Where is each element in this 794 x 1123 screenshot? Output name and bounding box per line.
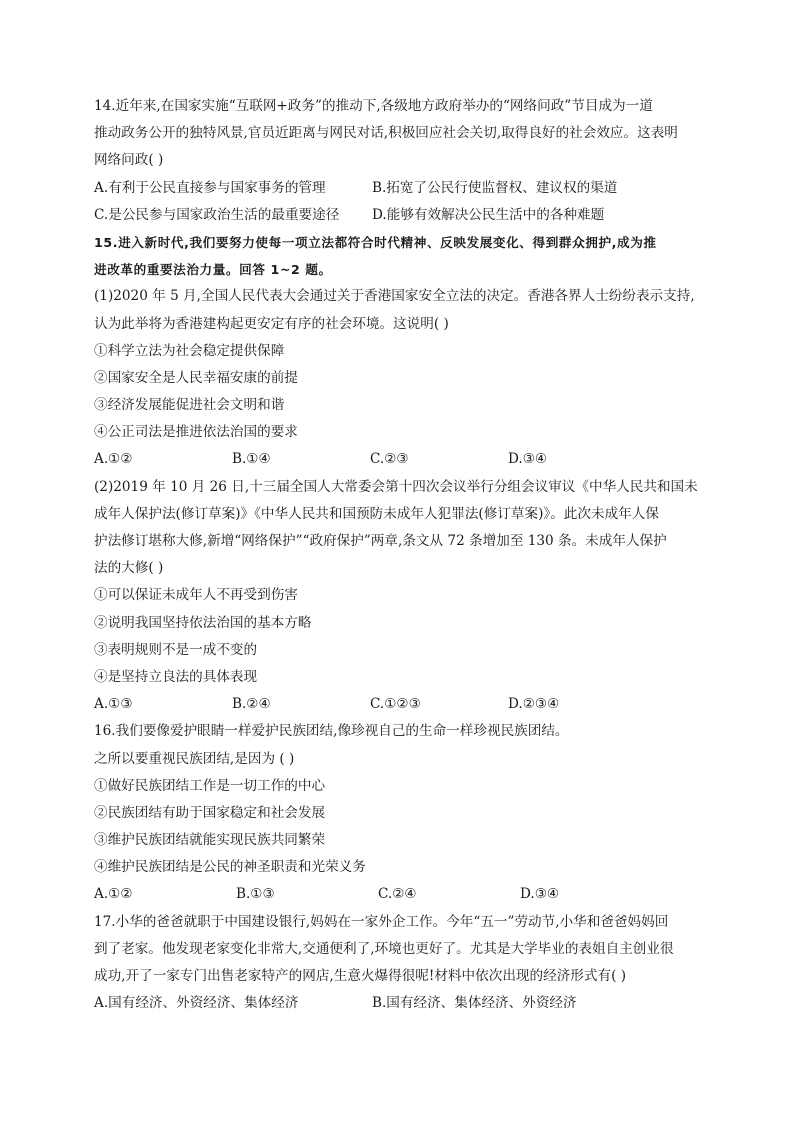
q15-2-options — [94, 691, 706, 718]
q15-2-stem-line-1: (2)2019 年 10 月 26 日,十三届全国人大常委会第十四次会议举行分组会议审议《中华人民共和国未 — [94, 478, 698, 495]
q14-option-d[interactable]: D.能够有效解决公民生活中的各种难题 — [372, 206, 605, 223]
q15-1-item-4: ④公正司法是推进依法治国的要求 — [94, 424, 298, 441]
q17-options-row-1 — [94, 990, 706, 1017]
q14-stem-line-1: 14.近年来,在国家实施“互联网+政务”的推动下,各级地方政府举办的“网络问政”节目成为一道 — [94, 98, 653, 114]
q16-item-3: ③维护民族团结就能实现民族共同繁荣 — [94, 832, 326, 849]
q15-2-item-1: ①可以保证未成年人不再受到伤害 — [94, 587, 298, 604]
question-17 — [94, 909, 706, 1018]
q15-sub-2 — [94, 474, 706, 719]
q17-option-a[interactable]: A.国有经济、外资经济、集体经济 — [94, 995, 299, 1012]
q14-option-b[interactable]: B.拓宽了公民行使监督权、建议权的渠道 — [372, 179, 618, 196]
q14-stem-line-2: 推动政务公开的独特风景,官员近距离与网民对话,积极回应社会关切,取得良好的社会效应。这表明 — [94, 125, 678, 142]
q15-1-stem-line-1: (1)2020 年 5 月,全国人民代表大会通过关于香港国家安全立法的决定。香港各界人士纷纷表示支持, — [94, 288, 695, 305]
q14-options-row-2 — [94, 202, 706, 229]
q15-2-option-a[interactable]: A.①③ — [94, 696, 133, 713]
q15-2-item-4: ④是坚持立良法的具体表现 — [94, 668, 258, 685]
q15-1-option-d[interactable]: D.③④ — [508, 451, 548, 468]
question-15 — [94, 229, 706, 718]
q16-item-4: ④维护民族团结是公民的神圣职责和光荣义务 — [94, 859, 366, 876]
q15-sub-1 — [94, 283, 706, 473]
q16-stem-line-2: 之所以要重视民族团结,是因为 ( ) — [94, 750, 295, 767]
q15-2-stem-line-2: 成年人保护法(修订草案)》《中华人民共和国预防未成年人犯罪法(修订草案)》。此次未成年人保 — [94, 505, 659, 522]
q15-2-option-b[interactable]: B.②④ — [232, 696, 271, 713]
q15-2-item-3: ③表明规则不是一成不变的 — [94, 641, 258, 658]
q16-option-c[interactable]: C.②④ — [378, 886, 417, 903]
q16-option-d[interactable]: D.③④ — [520, 886, 560, 903]
q15-1-item-2: ②国家安全是人民幸福安康的前提 — [94, 369, 298, 386]
q15-intro-line-1: 15.进入新时代,我们要努力使每一项立法都符合时代精神、反映发展变化、得到群众拥护,成为推 — [94, 234, 657, 250]
q16-item-2: ②民族团结有助于国家稳定和社会发展 — [94, 804, 326, 821]
q16-item-1: ①做好民族团结工作是一切工作的中心 — [94, 777, 326, 794]
q15-1-option-c[interactable]: C.②③ — [370, 451, 409, 468]
exam-page — [94, 93, 706, 1017]
question-16 — [94, 718, 706, 908]
q14-option-a[interactable]: A.有利于公民直接参与国家事务的管理 — [94, 179, 326, 196]
q15-2-stem-line-4: 法的大修( ) — [94, 560, 164, 577]
q15-1-option-b[interactable]: B.①④ — [232, 451, 271, 468]
q15-1-options — [94, 446, 706, 473]
q16-options — [94, 881, 706, 908]
q16-option-a[interactable]: A.①② — [94, 886, 133, 903]
q15-1-stem-line-2: 认为此举将为香港建构起更安定有序的社会环境。这说明( ) — [94, 315, 449, 332]
q15-2-stem-line-3: 护法修订堪称大修,新增“网络保护”“政府保护”两章,条文从 72 条增加至 130 条。未成年人保护 — [94, 533, 667, 549]
q15-2-option-d[interactable]: D.②③④ — [508, 696, 560, 713]
q16-stem-line-1: 16.我们要像爱护眼睛一样爱护民族团结,像珍视自己的生命一样珍视民族团结。 — [94, 723, 569, 740]
q15-intro-line-2: 进改革的重要法治力量。回答 1~2 题。 — [94, 262, 332, 278]
q15-2-item-2: ②说明我国坚持依法治国的基本方略 — [94, 614, 312, 631]
q17-stem-line-1: 17.小华的爸爸就职于中国建设银行,妈妈在一家外企工作。今年“五一”劳动节,小华和爸爸妈妈回 — [94, 913, 669, 930]
q15-2-option-c[interactable]: C.①②③ — [370, 696, 421, 713]
q16-option-b[interactable]: B.①③ — [236, 886, 275, 903]
q14-stem-line-3: 网络问政( ) — [94, 152, 164, 169]
q15-1-item-3: ③经济发展能促进社会文明和谐 — [94, 397, 285, 414]
q15-1-item-1: ①科学立法为社会稳定提供保障 — [94, 342, 285, 359]
q14-option-c[interactable]: C.是公民参与国家政治生活的最重要途径 — [94, 206, 340, 223]
q17-stem-line-3: 成功,开了一家专门出售老家特产的网店,生意火爆得很呢!材料中依次出现的经济形式有( ) — [94, 968, 626, 984]
q17-stem-line-2: 到了老家。他发现老家变化非常大,交通便利了,环境也更好了。尤其是大学毕业的表姐自主创业很 — [94, 940, 674, 957]
q14-options-row-1 — [94, 175, 706, 202]
q17-option-b[interactable]: B.国有经济、集体经济、外资经济 — [372, 995, 577, 1012]
q15-1-option-a[interactable]: A.①② — [94, 451, 133, 468]
question-14 — [94, 93, 706, 229]
